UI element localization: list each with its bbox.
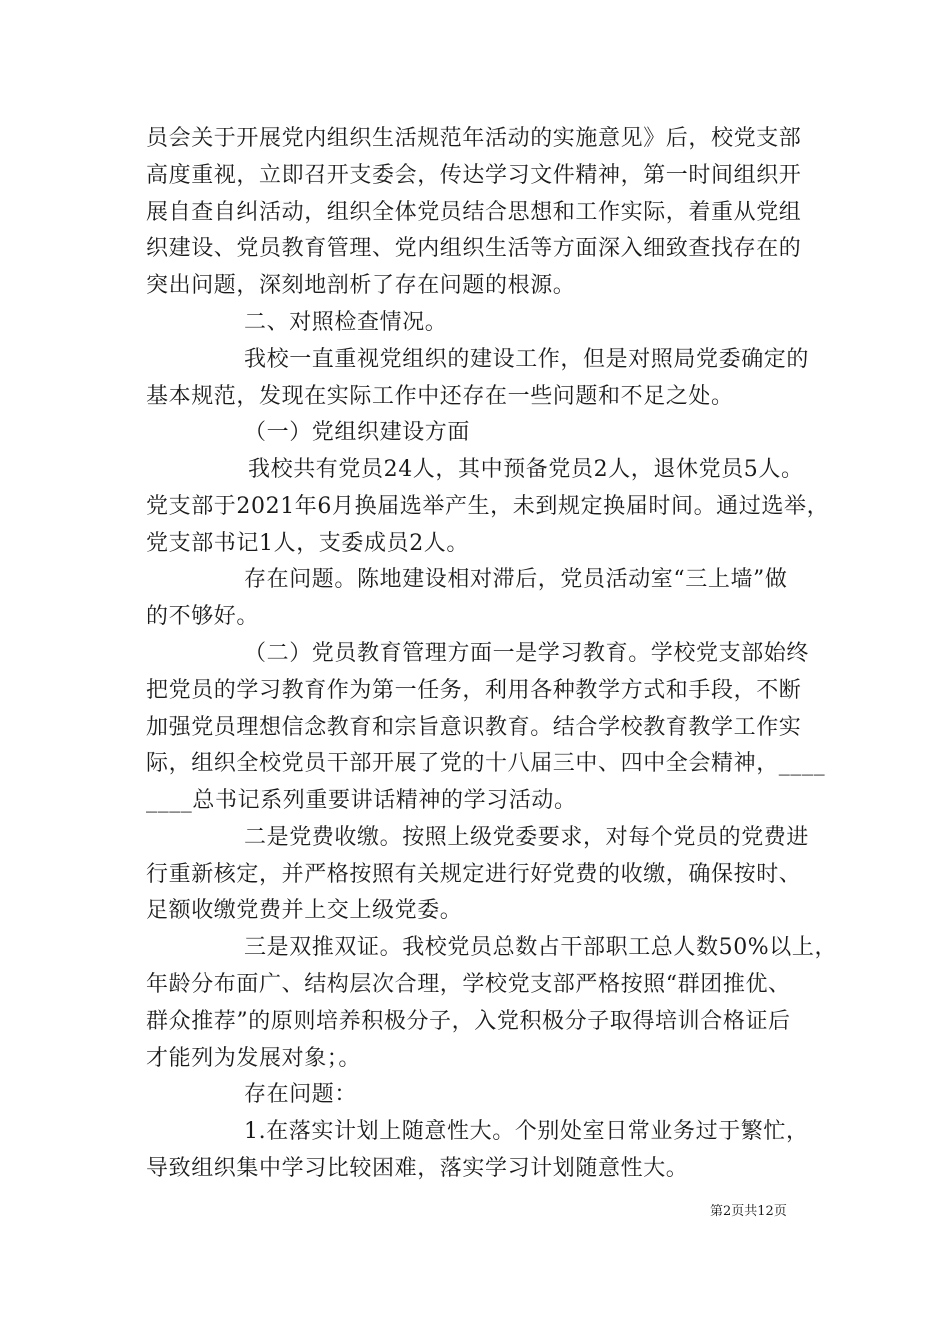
text-line: 年龄分布面广、结构层次合理，学校党支部严格按照“群团推优、 bbox=[146, 972, 791, 997]
text-line: 员会关于开展党内组织生活规范年活动的实施意见》后，校党支部 bbox=[146, 126, 802, 151]
text-line: 基本规范，发现在实际工作中还存在一些问题和不足之处。 bbox=[146, 384, 734, 409]
text-line: 织建设、党员教育管理、党内组织生活等方面深入细致查找存在的 bbox=[146, 236, 802, 261]
text-line: 展自查自纠活动，组织全体党员结合思想和工作实际，着重从党组 bbox=[146, 200, 802, 225]
page-number: 第2页共12页 bbox=[710, 1204, 787, 1219]
text-line: ____总书记系列重要讲话精神的学习活动。 bbox=[146, 788, 577, 813]
text-line: 群众推荐”的原则培养积极分子，入党积极分子取得培训合格证后 bbox=[146, 1009, 791, 1034]
text-line: （二）党员教育管理方面一是学习教育。学校党支部始终 bbox=[244, 641, 810, 666]
text-line: 突出问题，深刻地剖析了存在问题的根源。 bbox=[146, 273, 576, 298]
text-line: 1.在落实计划上随意性大。个别处室日常业务过于繁忙， bbox=[244, 1119, 809, 1144]
text-line: 把党员的学习教育作为第一任务，利用各种教学方式和手段，不断 bbox=[146, 678, 802, 703]
text-line: 存在问题。陈地建设相对滞后，党员活动室“三上墙”做 bbox=[244, 567, 788, 592]
text-line: 党支部于2021年6月换届选举产生，未到规定换届时间。通过选举， bbox=[146, 494, 830, 519]
subsection-heading: （一）党组织建设方面 bbox=[244, 420, 471, 445]
text-line: 加强党员理想信念教育和宗旨意识教育。结合学校教育教学工作实 bbox=[146, 715, 802, 740]
text-line: 高度重视，立即召开支委会，传达学习文件精神，第一时间组织开 bbox=[146, 163, 802, 188]
text-line: 三是双推双证。我校党员总数占干部职工总人数50%以上， bbox=[244, 935, 838, 960]
text-line: 才能列为发展对象；。 bbox=[146, 1046, 362, 1071]
text-line: 导致组织集中学习比较困难，落实学习计划随意性大。 bbox=[146, 1156, 689, 1181]
text-line: 际，组织全校党员干部开展了党的十八届三中、四中全会精神，____ bbox=[146, 751, 826, 776]
text-line: 二是党费收缴。按照上级党委要求，对每个党员的党费进 bbox=[244, 825, 810, 850]
section-heading: 二、对照检查情况。 bbox=[244, 310, 448, 335]
text-line: 足额收缴党费并上交上级党委。 bbox=[146, 898, 463, 923]
text-line: 我校共有党员24人，其中预备党员2人，退休党员5人。 bbox=[248, 457, 804, 482]
text-line: 的不够好。 bbox=[146, 604, 260, 629]
text-line: 行重新核定，并严格按照有关规定进行好党费的收缴，确保按时、 bbox=[146, 862, 802, 887]
text-line: 存在问题： bbox=[244, 1082, 358, 1107]
text-line: 我校一直重视党组织的建设工作，但是对照局党委确定的 bbox=[244, 347, 810, 372]
text-line: 党支部书记1人，支委成员2人。 bbox=[146, 531, 469, 556]
